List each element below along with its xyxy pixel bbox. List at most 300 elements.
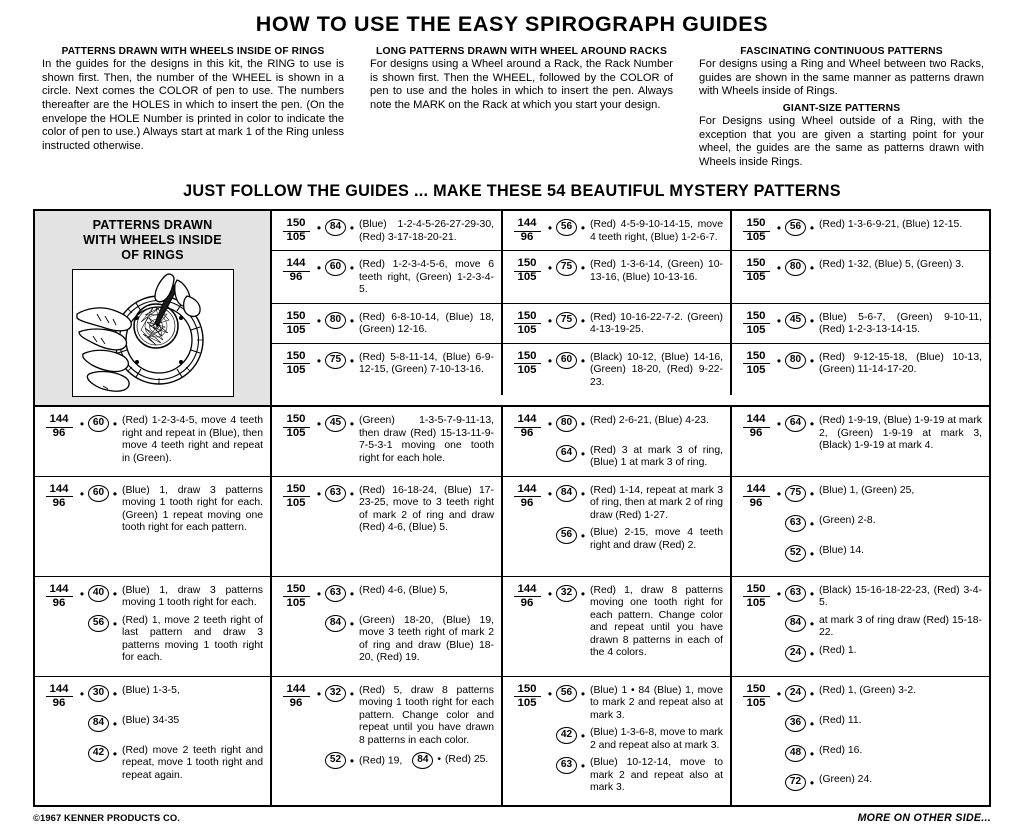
guide-description: (Blue) 1, (Green) 25, (819, 484, 915, 496)
ring-numerator: 144 (746, 482, 766, 495)
intro-sections (42, 46, 984, 169)
guide-description: (Red) move 2 teeth right and repeat, move 1 tooth right and repeat again. (122, 744, 263, 781)
bullet-icon (544, 755, 556, 760)
bullet-icon (544, 725, 556, 730)
bullet-icon: • (580, 417, 586, 432)
ring-denominator: 96 (46, 596, 73, 609)
guide-entry (42, 683, 263, 710)
table-top-right (272, 211, 989, 405)
ring-numerator: 150 (286, 413, 306, 426)
bullet-icon: • (547, 313, 553, 328)
guide-description: (Black) 15-16-18-22-23, (Red) 3-4-5. (819, 584, 982, 609)
ring-denominator: 96 (514, 231, 541, 244)
ring-number (739, 483, 773, 510)
guide-entry (510, 483, 723, 522)
guide-entry (279, 310, 494, 337)
ring-denominator: 105 (283, 231, 310, 244)
wheel-number: 24 (785, 685, 806, 702)
guide-entry (42, 413, 263, 465)
wheel-number: 45 (785, 312, 806, 329)
bullet-icon: • (580, 759, 586, 774)
guide-entry (42, 613, 263, 665)
ring-number (739, 257, 773, 284)
bullet-icon: • (809, 616, 815, 631)
bullet-icon: • (580, 447, 586, 461)
ring-denominator: 96 (46, 696, 73, 709)
bullet-icon (773, 613, 785, 618)
wheel-number: 36 (785, 715, 806, 732)
wheel-number: 60 (88, 415, 109, 432)
guide-description: (Red) 1-3-6-9-21, (Blue) 12-15. (819, 219, 963, 231)
intro-heading: PATTERNS DRAWN WITH WHEELS INSIDE OF RINGS (61, 46, 325, 57)
wheel-number: 63 (785, 585, 806, 602)
bullet-icon: • (112, 746, 118, 761)
wheel-number: 52 (325, 752, 346, 769)
bullet-icon: • (580, 353, 586, 368)
ring-number (42, 413, 76, 440)
guide-entry (739, 683, 982, 710)
bullet-icon: • (349, 313, 355, 328)
page-title: HOW TO USE THE EASY SPIROGRAPH GUIDES (255, 12, 769, 36)
intro-body: For designs using a Ring and Wheel between two Racks, guides are shown in the same manner as patterns drawn with Wheels inside of Rings. (699, 58, 984, 98)
ring-numerator: 150 (286, 309, 306, 322)
wheel-number: 84 (325, 615, 346, 632)
illustration-title-line-2: WITH WHEELS INSIDE (83, 233, 222, 248)
wheel-number: 56 (556, 685, 577, 702)
table-row (35, 477, 989, 577)
bullet-icon (544, 525, 556, 530)
ring-numerator: 150 (746, 309, 766, 322)
wheel-number: 45 (325, 415, 346, 432)
more-on-other-side: MORE ON OTHER SIDE... (857, 812, 991, 824)
ring-numerator: 144 (746, 413, 766, 426)
guide-description: (Blue) 14. (819, 544, 865, 556)
wheel-number: 84 (556, 485, 577, 502)
guide-entry (510, 525, 723, 552)
ring-denominator: 105 (283, 596, 310, 609)
ring-number (739, 350, 773, 377)
footer (33, 812, 991, 824)
ring-numerator: 144 (517, 217, 537, 230)
wheel-number: 84 (325, 219, 346, 236)
bullet-icon: • (809, 313, 815, 328)
guide-description: (Blue) 1, draw 3 patterns moving 1 tooth right for each. (Green) 1 repeat moving one tooth right for each pattern. (122, 484, 263, 534)
ring-number (279, 310, 313, 337)
table-cell (732, 304, 989, 343)
guide-entry (279, 750, 494, 777)
ring-numerator: 150 (746, 582, 766, 595)
wheel-number: 60 (325, 259, 346, 276)
wheel-number: 56 (88, 615, 109, 632)
ring-denominator: 105 (743, 596, 770, 609)
guide-description: (Green) 24. (819, 774, 873, 786)
bullet-icon: • (112, 486, 118, 501)
bullet-icon: • (580, 686, 586, 701)
bullet-icon: • (580, 261, 586, 276)
guide-description: (Blue) 34-35 (122, 714, 180, 726)
guide-entry (510, 683, 723, 722)
bullet-icon: • (349, 486, 355, 501)
bullet-icon: • (809, 776, 815, 791)
bullet-icon (76, 613, 88, 618)
bullet-icon: • (349, 686, 355, 701)
guide-entry (510, 443, 723, 470)
table-cell (503, 407, 732, 476)
bullet-icon: • (349, 417, 355, 432)
bullet-icon (773, 643, 785, 648)
wheel-number: 48 (785, 745, 806, 762)
table-row (35, 407, 989, 477)
bullet-icon: • (580, 313, 586, 328)
bullet-icon: • (349, 221, 355, 236)
ring-number (510, 217, 544, 244)
ring-numerator: 144 (49, 482, 69, 495)
table-cell (272, 477, 503, 576)
ring-numerator: 150 (746, 682, 766, 695)
bullet-icon: • (809, 746, 815, 761)
inline-wheel-group (412, 752, 488, 769)
guide-description: (Red) 1, move 2 teeth right of last pattern and draw 3 patterns moving 1 tooth right for each. (122, 614, 263, 664)
table-cell (272, 344, 503, 395)
bullet-icon: • (316, 261, 322, 276)
wheel-number: 80 (556, 415, 577, 432)
guide-entry (279, 257, 494, 296)
guide-entry (279, 683, 494, 747)
guide-entry (279, 483, 494, 535)
ring-denominator: 105 (283, 363, 310, 376)
bullet-icon (313, 750, 325, 755)
ring-number (510, 350, 544, 377)
wheel-number: 80 (785, 259, 806, 276)
wheel-number: 63 (556, 757, 577, 774)
wheel-number: 42 (556, 727, 577, 744)
ring-denominator: 105 (514, 363, 541, 376)
table-row (272, 251, 989, 303)
ring-denominator: 105 (743, 696, 770, 709)
guide-entry (42, 713, 263, 740)
wheel-number: 75 (556, 259, 577, 276)
table-cell (272, 407, 503, 476)
wheel-number: 56 (785, 219, 806, 236)
guide-description: (Red) 1-2-3-4-5-6, move 6 teeth right, (Green) 1-2-3-4-5. (359, 259, 494, 296)
wheel-number: 84 (88, 715, 109, 732)
table-cell (732, 677, 989, 806)
guide-entry (739, 713, 982, 740)
wheel-number: 42 (88, 745, 109, 762)
bullet-icon: • (809, 546, 815, 561)
guide-description: (Blue) 1-3-5, (122, 684, 180, 696)
bullet-icon: • (349, 616, 355, 631)
bullet-icon: • (79, 586, 85, 601)
guide-entry (739, 217, 982, 244)
bullet-icon: • (547, 686, 553, 701)
table-cell (503, 251, 732, 302)
spirograph-illustration-image (72, 269, 234, 397)
bullet-icon: • (79, 486, 85, 501)
guide-entry (510, 725, 723, 752)
ring-number (739, 413, 773, 440)
ring-numerator: 144 (49, 413, 69, 426)
guide-entry (739, 513, 982, 540)
wheel-number: 63 (325, 485, 346, 502)
ring-denominator: 105 (743, 271, 770, 284)
bullet-icon (76, 743, 88, 748)
guide-description: (Red) 1. (819, 644, 857, 656)
guide-entry (739, 257, 982, 284)
guide-entry (739, 743, 982, 770)
wheel-number: 63 (325, 585, 346, 602)
bullet-icon: • (547, 221, 553, 236)
ring-denominator: 96 (514, 427, 541, 440)
bullet-icon: • (316, 586, 322, 601)
bullet-icon (773, 513, 785, 518)
guide-description: (Red) 16-18-24, (Blue) 17-23-25, move to 3 teeth right of mark 2 of ring and draw (Red) 4-6, (Blue) 5. (359, 484, 494, 534)
bullet-icon: • (809, 646, 815, 661)
wheel-number: 60 (88, 485, 109, 502)
guide-entry (42, 483, 263, 535)
ring-numerator: 144 (49, 682, 69, 695)
table-cell (732, 577, 989, 676)
ring-number (739, 217, 773, 244)
bullet-icon: • (112, 716, 118, 731)
illustration-title-line-3: OF RINGS (121, 248, 184, 263)
bullet-icon (773, 543, 785, 548)
guide-description: (Red) 9-12-15-18, (Blue) 10-13, (Green) 11-14-17-20. (819, 351, 982, 376)
guide-description: (Blue) 1-2-4-5-26-27-29-30, (Red) 3-17-18-20-21. (359, 219, 494, 243)
bullet-icon: • (349, 261, 355, 276)
bullet-icon: • (316, 221, 322, 236)
ring-number (279, 413, 313, 440)
ring-denominator: 96 (743, 496, 770, 509)
ring-numerator: 150 (517, 349, 537, 362)
bullet-icon: • (809, 261, 815, 276)
table-cell (732, 477, 989, 576)
table-cell (732, 344, 989, 395)
guide-description: (Red) 1-9-19, (Blue) 1-9-19 at mark 2, (Green) 1-9-19 at mark 3, (Black) 1-9-19 at mark 4. (819, 415, 982, 452)
banner-text: JUST FOLLOW THE GUIDES ... MAKE THESE 54 BEAUTIFUL MYSTERY PATTERNS (183, 182, 841, 201)
ring-number (279, 583, 313, 610)
bullet-icon: • (349, 586, 355, 601)
table-cell (732, 407, 989, 476)
guide-entry (510, 310, 723, 337)
bullet-icon: • (316, 417, 322, 432)
ring-denominator: 96 (46, 427, 73, 440)
ring-denominator: 96 (46, 496, 73, 509)
ring-numerator: 150 (746, 349, 766, 362)
bullet-icon: • (776, 417, 782, 432)
ring-numerator: 144 (517, 413, 537, 426)
ring-number (279, 257, 313, 284)
ring-number (42, 583, 76, 610)
guide-description: (Red) 5, draw 8 patterns moving 1 tooth right for each pattern. Change color and repeat until you have drawn 8 patterns in each color. (359, 684, 494, 746)
ring-denominator: 105 (283, 427, 310, 440)
illustration-title (41, 218, 264, 263)
bullet-icon: • (547, 417, 553, 432)
ring-numerator: 150 (286, 582, 306, 595)
table-cell (272, 211, 503, 250)
ring-denominator: 96 (514, 596, 541, 609)
ring-number (510, 413, 544, 440)
guide-description: (Blue) 10-12-14, move to mark 2 and repeat also at mark 3. (590, 757, 723, 794)
wheel-number: 64 (785, 415, 806, 432)
bullet-icon: • (112, 417, 118, 432)
wheel-number: 63 (785, 515, 806, 532)
ring-number (279, 483, 313, 510)
guide-description: (Red) 3 at mark 3 of ring, (Blue) 1 at mark 3 of ring. (590, 445, 723, 469)
ring-number (510, 583, 544, 610)
bullet-icon: • (776, 261, 782, 276)
guide-description: (Red) 2-6-21, (Blue) 4-23. (590, 415, 709, 427)
bullet-icon: • (580, 221, 586, 236)
ring-number (510, 683, 544, 710)
table-row (35, 677, 989, 806)
ring-denominator: 105 (743, 323, 770, 336)
bullet-icon: • (809, 221, 815, 236)
wheel-number: 32 (556, 585, 577, 602)
guide-entry (510, 583, 723, 660)
table-cell (272, 304, 503, 343)
bullet-icon: • (580, 529, 586, 544)
copyright-notice: ©1967 KENNER PRODUCTS CO. (33, 812, 180, 824)
guide-entry (279, 350, 494, 377)
spirograph-guide-page (0, 12, 1024, 824)
table-cell (503, 344, 732, 395)
bullet-icon (773, 713, 785, 718)
ring-denominator: 105 (283, 496, 310, 509)
wheel-number: 32 (325, 685, 346, 702)
intro-body: For designs using a Wheel around a Rack, the Rack Number is shown first. Then the WHEEL, followed by the COLOR of pen to use and the holes in which to insert the pen. Always note the MARK on the Rack at which you start your design. (370, 58, 673, 111)
bullet-icon: • (547, 486, 553, 501)
ring-number (279, 217, 313, 244)
ring-numerator: 144 (517, 482, 537, 495)
guide-entry (279, 413, 494, 465)
bullet-icon: • (776, 313, 782, 328)
bullet-icon (313, 613, 325, 618)
ring-numerator: 144 (286, 682, 306, 695)
wheel-number: 80 (785, 352, 806, 369)
illustration-panel (35, 211, 272, 405)
guide-description: (Red) 19, 84 • (Red) 25. (358, 750, 494, 769)
bullet-icon: • (809, 417, 815, 432)
ring-numerator: 150 (746, 257, 766, 270)
bullet-icon: • (437, 754, 441, 766)
ring-numerator: 144 (286, 257, 306, 270)
bullet-icon: • (316, 486, 322, 501)
ring-denominator: 105 (283, 323, 310, 336)
ring-denominator: 105 (514, 271, 541, 284)
guide-entry (510, 413, 723, 440)
guide-description: (Red) 1-3-6-14, (Green) 10-13-16, (Blue) 10-13-16. (590, 259, 723, 283)
table-row (272, 211, 989, 251)
bullet-icon: • (112, 686, 118, 701)
guide-description: (Blue) 1-3-6-8, move to mark 2 and repeat also at mark 3. (590, 727, 723, 751)
wheel-number: 75 (556, 312, 577, 329)
guide-entry (739, 583, 982, 610)
guide-entry (739, 543, 982, 570)
bullet-icon: • (349, 754, 355, 769)
bullet-icon: • (776, 353, 782, 368)
guide-description: (Red) 16. (819, 744, 863, 756)
bullet-icon: • (580, 729, 586, 744)
guide-entry (279, 583, 494, 610)
ring-numerator: 144 (49, 582, 69, 595)
ring-number (510, 310, 544, 337)
bullet-icon: • (776, 586, 782, 601)
ring-number (279, 683, 313, 710)
guide-entry (279, 613, 494, 665)
wheel-number: 84 (785, 615, 806, 632)
guide-description: (Red) 1-32, (Blue) 5, (Green) 3. (819, 259, 964, 271)
ring-number (739, 683, 773, 710)
guide-entry (510, 217, 723, 244)
bullet-icon (76, 713, 88, 718)
intro-heading-giant-size: GIANT-SIZE PATTERNS (782, 102, 901, 114)
ring-number (510, 257, 544, 284)
table-cell (732, 251, 989, 302)
bullet-icon (544, 443, 556, 448)
bullet-icon: • (316, 686, 322, 701)
ring-numerator: 150 (746, 217, 766, 230)
guide-entry (42, 583, 263, 610)
ring-number (739, 583, 773, 610)
bullet-icon: • (776, 486, 782, 501)
guide-description: (Red) 1-14, repeat at mark 3 of ring, then at mark 2 of ring draw (Red) 1-27. (590, 484, 723, 521)
bullet-icon: • (112, 586, 118, 601)
guide-description: (Red) 1, draw 8 patterns moving one tooth right for each pattern. Change color and repeat until you have drawn 8 patterns in each of the 4 colors. (590, 584, 723, 659)
guide-description: (Red) 25. (444, 754, 489, 766)
table-cell (503, 211, 732, 250)
guide-description: (Blue) 5-6-7, (Green) 9-10-11, (Red) 1-2-3-13-14-15. (819, 311, 982, 336)
guide-entry (510, 755, 723, 794)
bullet-icon: • (809, 716, 815, 731)
bullet-icon: • (809, 686, 815, 701)
guide-entry (739, 772, 982, 799)
illustration-title-line-1: PATTERNS DRAWN (92, 218, 213, 233)
bullet-icon (773, 743, 785, 748)
wheel-number: 75 (785, 485, 806, 502)
guide-description: (Red) 6-8-10-14, (Blue) 18, (Green) 12-16. (359, 311, 494, 336)
intro-column-continuous-and-giant (699, 46, 984, 169)
table-cell (35, 577, 272, 676)
guide-entry (739, 413, 982, 452)
guide-description: (Red) 10-16-22-7-2. (Green) 4-13-19-25. (590, 311, 723, 336)
intro-heading: LONG PATTERNS DRAWN WITH WHEEL AROUND RACKS (376, 46, 667, 57)
wheel-number: 64 (556, 445, 577, 462)
guide-entry (279, 217, 494, 244)
wheel-number: 80 (325, 312, 346, 329)
ring-number (739, 310, 773, 337)
guide-description: (Red) 1-2-3-4-5, move 4 teeth right and repeat in (Blue), then move 4 teeth right and repeat in (Green). (122, 415, 263, 464)
table-cell (272, 251, 503, 302)
wheel-number: 24 (785, 645, 806, 662)
ring-numerator: 150 (517, 682, 537, 695)
bullet-icon: • (809, 353, 815, 368)
guide-entry (739, 613, 982, 640)
guide-entry (510, 257, 723, 284)
ring-numerator: 150 (517, 257, 537, 270)
guide-description: (Red) 11. (819, 714, 862, 726)
bullet-icon: • (349, 353, 355, 368)
table-cell (272, 577, 503, 676)
guide-description: (Blue) 1, draw 3 patterns moving 1 tooth right for each. (122, 584, 263, 609)
ring-number (510, 483, 544, 510)
table-cell (503, 677, 732, 806)
wheel-number: 40 (88, 585, 109, 602)
guide-description: (Red) 4-5-9-10-14-15, move 4 teeth right, (Blue) 1-2-6-7. (590, 219, 723, 243)
guide-entry (739, 310, 982, 337)
guide-description: (Green) 1-3-5-7-9-11-13, then draw (Red) 15-13-11-9-7-5-3-1 moving one tooth right for each hole. (359, 415, 494, 464)
guide-entry (739, 350, 982, 377)
